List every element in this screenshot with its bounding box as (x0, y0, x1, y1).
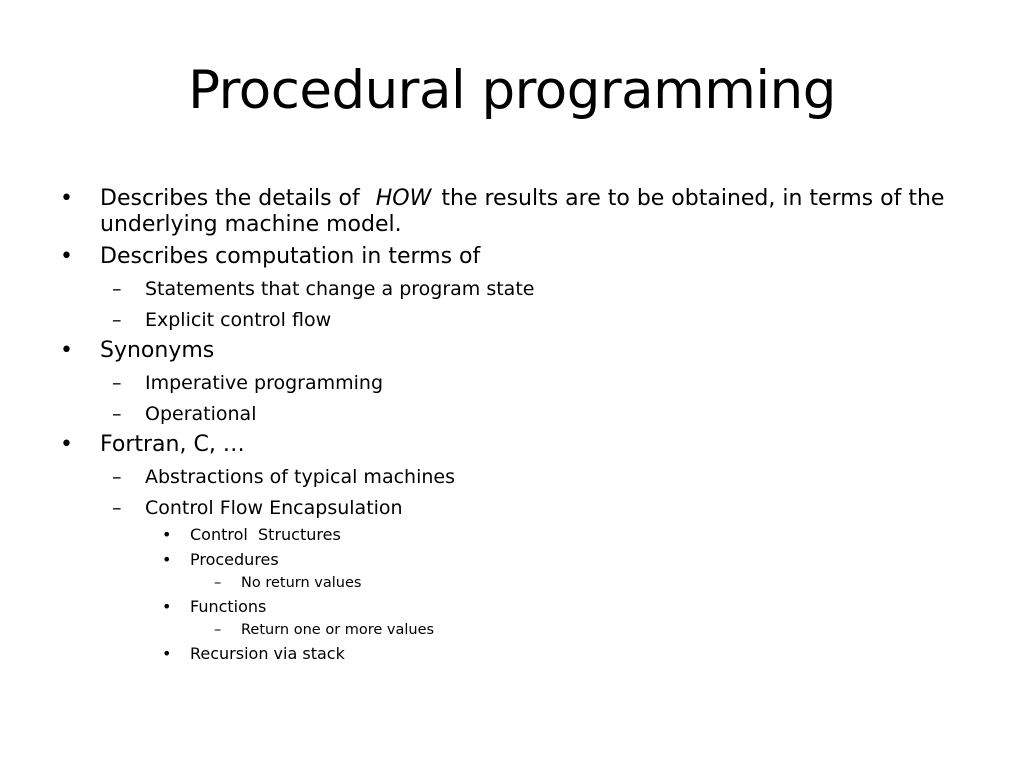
dash-marker: – (214, 622, 222, 638)
dash-marker: – (112, 309, 122, 331)
bullet-marker: • (60, 186, 73, 211)
bullet-item (56, 186, 976, 238)
dash-marker: – (112, 497, 122, 519)
bullet-item (56, 338, 976, 364)
level3-item (160, 597, 976, 617)
dash-marker: – (112, 372, 122, 394)
level3-item (160, 550, 976, 570)
level3-text: Procedures (190, 550, 279, 569)
dash-marker: – (112, 278, 122, 300)
sub-bullet-item (112, 278, 976, 301)
level3-text: Recursion via stack (190, 644, 345, 663)
bullet-emphasis: HOW (375, 186, 432, 211)
sub-bullet-item (112, 497, 976, 520)
dash-marker: – (214, 575, 222, 591)
dash-marker: – (112, 466, 122, 488)
bullet-marker: • (60, 244, 73, 269)
level3-text: Functions (190, 597, 267, 616)
bullet-item (56, 432, 976, 458)
sub-bullet-item (112, 403, 976, 426)
sub-bullet-item (112, 466, 976, 489)
bullet-text: Describes computation in terms of (100, 244, 481, 269)
level3-text: Control Structures (190, 525, 341, 544)
level4-text: Return one or more values (241, 622, 435, 638)
level4-item (214, 574, 976, 592)
bullet-text-end: the results are to be obtained, in terms of the underlying machine model. (100, 186, 945, 237)
level3-item (160, 644, 976, 664)
bullet-marker: • (162, 525, 172, 544)
dash-marker: – (112, 403, 122, 425)
sub-bullet-text: Operational (145, 403, 257, 425)
slide-body (56, 180, 976, 664)
sub-bullet-text: Explicit control flow (145, 309, 332, 331)
bullet-marker: • (162, 644, 172, 663)
bullet-text: Synonyms (100, 338, 215, 363)
sub-bullet-text: Statements that change a program state (145, 278, 535, 300)
bullet-item (56, 244, 976, 270)
sub-bullet-item (112, 309, 976, 332)
bullet-marker: • (60, 432, 73, 457)
bullet-marker: • (162, 550, 172, 569)
level3-item (160, 525, 976, 545)
sub-bullet-text: Imperative programming (145, 372, 384, 394)
bullet-text: Fortran, C, … (100, 432, 245, 457)
level4-item (214, 621, 976, 639)
bullet-marker: • (60, 338, 73, 363)
bullet-text-start: Describes the details of (100, 186, 360, 211)
sub-bullet-item (112, 372, 976, 395)
sub-bullet-text: Control Flow Encapsulation (145, 497, 403, 519)
slide-title: Procedural programming (188, 60, 836, 121)
sub-bullet-text: Abstractions of typical machines (145, 466, 455, 488)
bullet-marker: • (162, 597, 172, 616)
level4-text: No return values (241, 575, 362, 591)
